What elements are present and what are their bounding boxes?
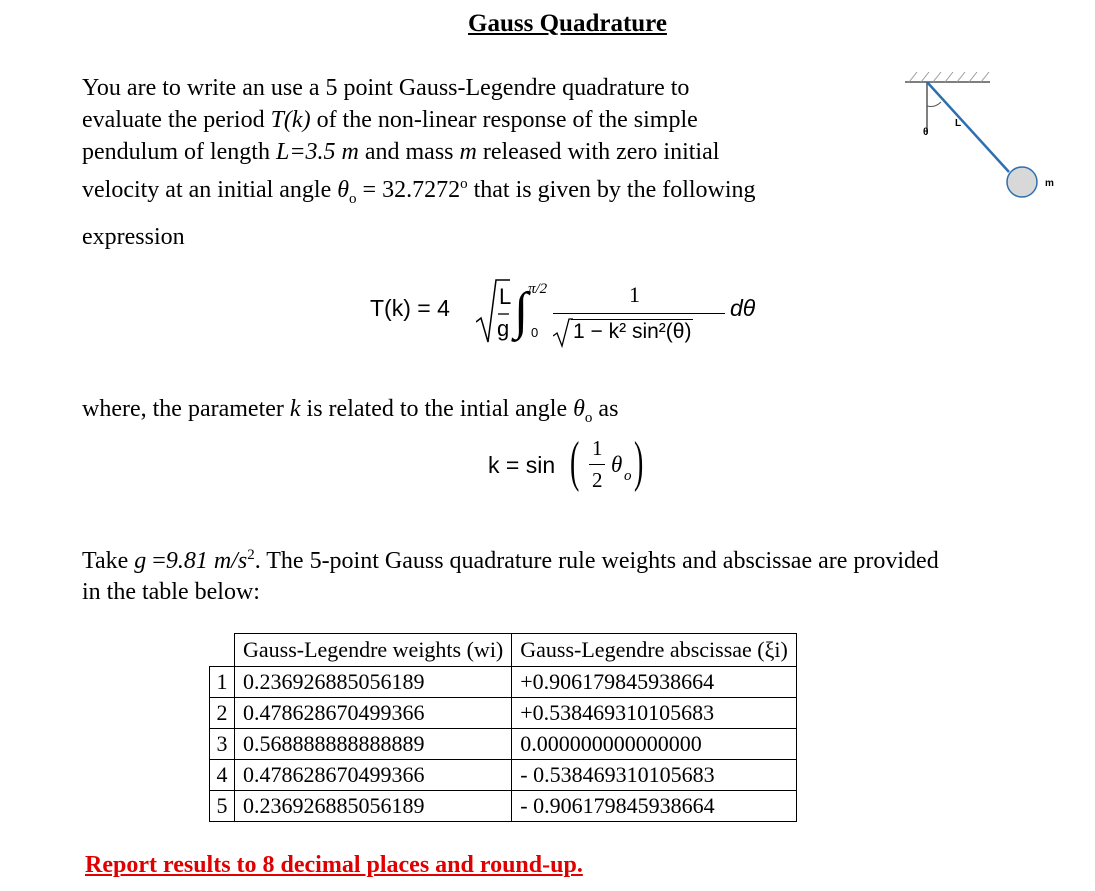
weight-cell: 0.236926885056189 [235,791,512,822]
mass-label: m [1045,178,1054,189]
left-paren: ( [570,431,580,493]
fraction-numerator: 1 [629,282,640,307]
ceiling-hatch [905,72,990,82]
table-corner [210,634,235,667]
integral-sign: ∫ [514,283,529,340]
k-formula [488,432,668,502]
k-fraction-denominator: 2 [592,468,603,492]
take-line-2: in the table below: [82,579,260,605]
weight-cell: 0.478628670499366 [235,760,512,791]
fraction-bar [553,313,725,314]
k-fraction-bar [589,464,605,465]
period-formula [370,278,770,358]
integral-upper-limit: π/2 [528,281,548,297]
k-fraction-numerator: 1 [592,436,603,460]
sqrt-numerator: L [499,284,512,309]
abscissa-cell: +0.538469310105683 [512,698,797,729]
intro-paragraph [82,72,862,253]
row-index: 2 [210,698,235,729]
length-label: L [955,118,962,129]
integral-lower-limit: 0 [531,325,539,340]
pendulum-rod [927,82,1009,172]
take-line-1: Take g =9.81 $m/s^2$. The 5-point Gauss quadrature rule weights and abscissae are provided [82,547,939,574]
sqrt-denominator: g [497,316,510,341]
where-line: where, the parameter k is related to the intial angle $\theta_o$ as [82,396,619,426]
k-formula-lhs: k = sin [488,452,556,478]
row-index: 5 [210,791,235,822]
weight-cell: 0.478628670499366 [235,698,512,729]
k-theta: θ [611,452,623,477]
page-title: Gauss Quadrature [468,10,667,37]
report-instruction: Report results to 8 decimal places and round-up. [85,852,583,878]
pendulum-bob [1007,167,1037,197]
weight-cell: 0.236926885056189 [235,667,512,698]
k-theta-subscript: o [624,468,632,484]
denominator-sqrt-symbol [553,316,573,348]
intro-line-3: pendulum of length L=3.5 m and mass m released with zero initial [82,139,720,165]
row-index: 3 [210,729,235,760]
table-row [210,667,797,698]
table-header-row [210,634,797,667]
header-weights: Gauss-Legendre weights (wi) [235,634,512,667]
row-index: 4 [210,760,235,791]
gauss-table [209,633,797,822]
table-row [210,760,797,791]
pendulum-diagram [895,62,1065,212]
table-row [210,698,797,729]
angle-arc [927,102,941,107]
take-paragraph [82,540,1057,608]
fraction-denominator: 1 − k² sin²(θ) [573,320,692,343]
table-row [210,791,797,822]
table-row [210,729,797,760]
intro-line-2: evaluate the period T(k) of the non-linear response of the simple [82,107,698,133]
theta-label: θ [923,127,929,138]
abscissa-cell: 0.000000000000000 [512,729,797,760]
abscissa-cell: - 0.538469310105683 [512,760,797,791]
d-theta: dθ [730,295,756,321]
abscissa-cell: +0.906179845938664 [512,667,797,698]
weight-cell: 0.568888888888889 [235,729,512,760]
formula-lhs: T(k) = 4 [370,295,450,321]
intro-line-4: velocity at an initial angle $\theta_o = 32.7272^o$ that is given by the following [82,176,756,207]
right-paren: ) [634,431,644,493]
row-index: 1 [210,667,235,698]
header-abscissae: Gauss-Legendre abscissae (ξi) [512,634,797,667]
intro-line-5: expression [82,223,185,250]
abscissa-cell: - 0.906179845938664 [512,791,797,822]
intro-line-1: You are to write an use a 5 point Gauss-Legendre quadrature to [82,75,690,101]
